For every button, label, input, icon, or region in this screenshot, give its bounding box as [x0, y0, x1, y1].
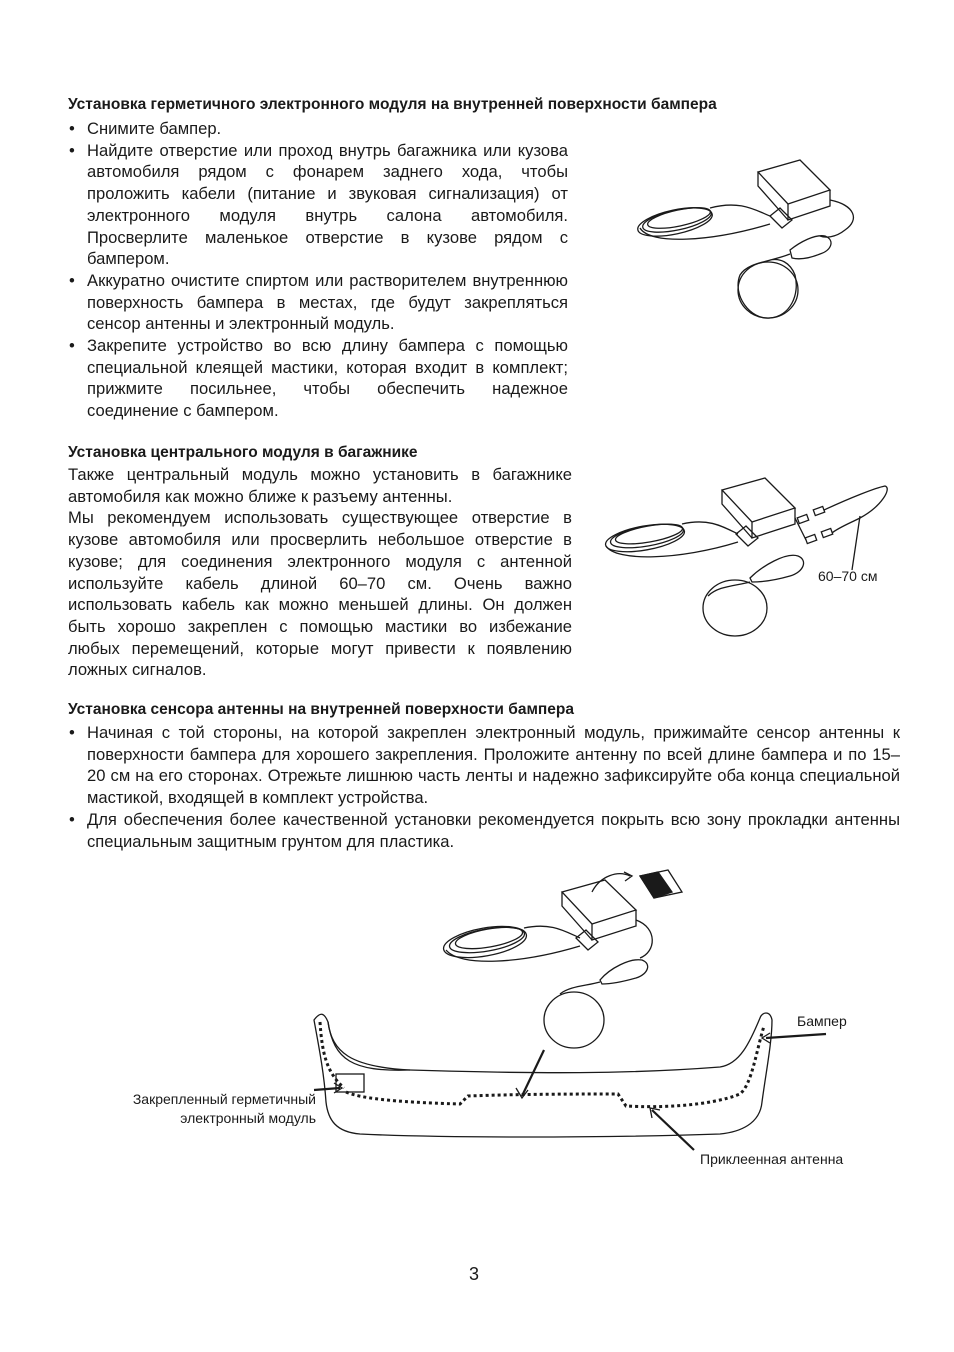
- section1-title: Установка герметичного электронного модуля на внутренней поверхности бампера: [68, 96, 717, 113]
- section3-title: Установка сенсора антенны на внутренней поверхности бампера: [68, 701, 574, 718]
- bumper-diagram: [300, 862, 860, 1162]
- module-label: [90, 1090, 316, 1128]
- paragraph: Мы рекомендуем использовать существующее отверстие в кузове автомобиля или просверлить небольшое отверстие в кузове; для соединения электронного модуля с антенной используйте кабель длиной 60–70 см. Очень важно использовать кабель как можно меньшей длины. Он должен быть хорошо закреплен с помощью мастики во избежание любых перемещений, которые могут привести к появлению ложных сигналов.: [68, 508, 572, 680]
- list-item: • Начиная с той стороны, на которой закреплен электронный модуль, прижимайте сенсор антенны к поверхности бампера для хорошего закрепления. Проложите антенну по всей длине бампера и по 15–20 см на его сторонах. Отрежьте лишнюю часть ленты и надежно зафиксируйте оба конца специальной мастикой, входящей в комплект устройства.: [68, 722, 900, 809]
- paragraph: Также центральный модуль можно установить в багажнике автомобиля как можно ближе к разъему антенны.: [68, 465, 572, 506]
- bumper-label: Бампер: [797, 1013, 847, 1029]
- list-item: • Для обеспечения более качественной установки рекомендуется покрыть всю зону прокладки антенны специальным защитным грунтом для пластика.: [68, 809, 900, 852]
- page-number: 3: [469, 1264, 480, 1284]
- list-item: • Снимите бампер.: [68, 118, 568, 140]
- list-item: • Закрепите устройство во всю длину бампера с помощью специальной клеящей мастики, которая входит в комплект; прижмите посильнее, чтобы обеспечить надежное соединение с бампером.: [68, 335, 568, 422]
- module-label-line: электронный модуль: [180, 1110, 316, 1126]
- antenna-label: Приклеенная антенна: [700, 1151, 844, 1167]
- list-item: • Найдите отверстие или проход внутрь багажника или кузова автомобиля рядом с фонарем заднего хода, чтобы проложить кабели (питание и звуковая сигнализация) от электронного модуля внутрь салона автомобиля. Просверлите маленькое отверстие в кузове рядом с бампером.: [68, 140, 568, 270]
- section2-title: Установка центрального модуля в багажнике: [68, 444, 418, 461]
- cable-length-label: 60–70 см: [818, 568, 878, 584]
- module-label-line: Закрепленный герметичный: [132, 1091, 316, 1107]
- module-illustration-2: [600, 478, 890, 648]
- module-illustration-1: [630, 150, 890, 350]
- section2-body: [68, 464, 572, 681]
- section1-list: [68, 118, 568, 422]
- list-item: • Аккуратно очистите спиртом или растворителем внутреннюю поверхность бампера в местах, где будут закрепляться сенсор антенны и электронный модуль.: [68, 270, 568, 335]
- section3-list: [68, 722, 900, 852]
